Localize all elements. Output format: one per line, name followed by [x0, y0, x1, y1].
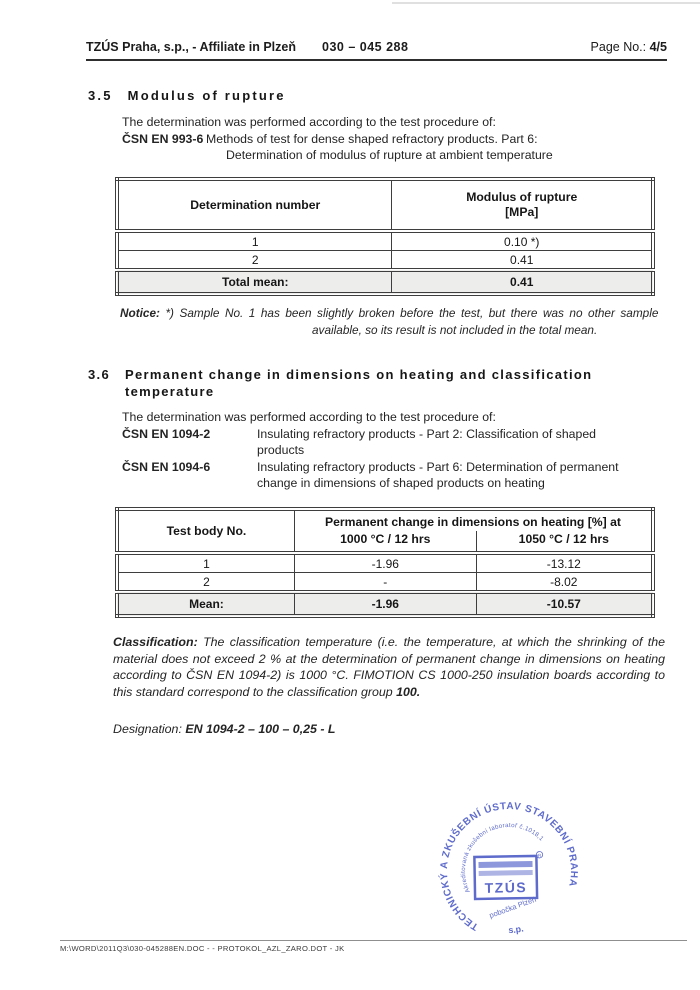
- page-header: [86, 40, 667, 61]
- notice-line1: [120, 305, 668, 321]
- column-header-modulus: [392, 179, 653, 231]
- column-header-modulus-line1: Modulus of rupture: [466, 190, 578, 204]
- section-36-heading: [88, 366, 668, 400]
- page-number-label: Page No.:: [590, 40, 647, 54]
- mean-label: Mean:: [117, 592, 294, 616]
- section-36-title: [125, 366, 592, 400]
- determination-number-cell: 1: [117, 231, 392, 251]
- stamp-logo: [474, 856, 537, 899]
- section-36-number: 3.6: [88, 367, 110, 382]
- standard-row-1094-6: [122, 459, 668, 491]
- notice-label: Notice:: [120, 306, 160, 320]
- standard-description-line1: Insulating refractory products - Part 6: Determination of permanent: [257, 460, 619, 474]
- table-header-row: [117, 179, 653, 231]
- notice-text-line2: available, so its result is not included in the total mean.: [312, 323, 598, 337]
- modulus-of-rupture-table: [115, 177, 655, 296]
- stamp-group: [430, 793, 586, 942]
- standard-description-line1: Methods of test for dense shaped refractory products. Part 6:: [206, 132, 538, 146]
- standard-description-line2: change in dimensions of shaped products on heating: [257, 476, 545, 490]
- notice-text-line1: Sample No. 1 has been slightly broken before the test, but there was no other sample: [179, 306, 659, 320]
- modulus-value-cell: 0.10 *): [392, 231, 653, 251]
- scan-artifact-line: [392, 2, 700, 4]
- stamp-accreditation-textpath: Akreditovaná zkušební laboratoř č.1018,1: [459, 821, 545, 894]
- section-36-intro: The determination was performed according to the test procedure of:: [122, 410, 496, 424]
- classification-paragraph: [113, 634, 665, 700]
- change-1000c-cell: -: [294, 573, 476, 593]
- column-header-test-body: Test body No.: [117, 509, 294, 553]
- table-row: [117, 573, 653, 593]
- standard-description-line1: Insulating refractory products - Part 2: Classification of shaped: [257, 427, 597, 441]
- standard-description: [257, 459, 619, 491]
- section-modulus-of-rupture: [88, 88, 668, 338]
- header-page-number: [591, 40, 667, 54]
- stamp-sp-textpath: s.p.: [508, 923, 525, 936]
- modulus-value-cell: 0.41: [392, 251, 653, 271]
- standard-description: [206, 131, 553, 163]
- mean-1050c-value: -10.57: [476, 592, 653, 616]
- standard-code: ČSN EN 993-6: [122, 132, 204, 146]
- total-mean-value: 0.41: [392, 270, 653, 294]
- column-header-1050c: 1050 °C / 12 hrs: [476, 531, 653, 553]
- change-1000c-cell: -1.96: [294, 553, 476, 573]
- determination-number-cell: 2: [117, 251, 392, 271]
- footer-file-path: M:\WORD\2011Q3\030-045288EN.DOC - - PROTOKOL_AZL_ZARO.DOT - JK: [60, 940, 687, 953]
- standard-row-1094-2: [122, 426, 668, 458]
- stamp-branch-text: pobočka Plzeň: [488, 894, 538, 920]
- stamp-logo-band1: [478, 861, 532, 868]
- header-doc-number: 030 – 045 288: [322, 40, 409, 54]
- column-header-modulus-unit: [MPa]: [505, 205, 539, 219]
- mean-row: [117, 592, 653, 616]
- permanent-change-table: [115, 507, 655, 618]
- change-1050c-cell: -8.02: [476, 573, 653, 593]
- standard-code: ČSN EN 1094-6: [122, 460, 211, 474]
- section-permanent-change: [88, 366, 668, 737]
- section-35-intro: The determination was performed according to the test procedure of:: [122, 115, 496, 129]
- standard-row-993-6: [122, 131, 668, 163]
- section-35-number: 3.5: [88, 88, 113, 103]
- table-row: [117, 553, 653, 573]
- table-header-row: [117, 509, 653, 531]
- section-35-heading: [88, 88, 668, 104]
- classification-label: Classification:: [113, 635, 198, 649]
- stamp-sp-text: [507, 923, 524, 935]
- standard-description-line2: Determination of modulus of rupture at ambient temperature: [226, 148, 553, 162]
- standard-description-line2: products: [257, 443, 305, 457]
- standard-description: [257, 426, 596, 458]
- section-35-title: Modulus of rupture: [127, 88, 286, 103]
- stamp-registered-mark: R: [537, 852, 542, 859]
- page-number-value: 4/5: [649, 40, 667, 54]
- change-1050c-cell: -13.12: [476, 553, 653, 573]
- notice-block: [120, 305, 668, 338]
- mean-1000c-value: -1.96: [294, 592, 476, 616]
- total-mean-row: [117, 270, 653, 294]
- test-body-cell: 2: [117, 573, 294, 593]
- column-header-determination-number: Determination number: [117, 179, 392, 231]
- header-affiliate: TZÚS Praha, s.p., - Affiliate in Plzeň: [86, 40, 296, 54]
- stamp-logo-band2: [479, 870, 533, 876]
- standard-code: ČSN EN 1094-2: [122, 427, 211, 441]
- designation-value: EN 1094-2 – 100 – 0,25 - L: [185, 722, 336, 736]
- classification-text: The classification temperature (i.e. the temperature, at which the shrinking of the material does not exceed 2 % at the determination of permanent change in dimensions on heating according to ČSN EN 1094-2) is 1000 °C. FIMOTION CS 1000-250 insulation boards according to this standard correspond to the classification group: [113, 635, 665, 699]
- section-36-title-line2: temperature: [124, 384, 215, 399]
- notice-reference: *): [165, 306, 174, 320]
- certification-stamp: [424, 786, 594, 956]
- total-mean-label: Total mean:: [117, 270, 392, 294]
- designation-line: [113, 721, 668, 737]
- section-36-title-line1: Permanent change in dimensions on heating and classification: [124, 367, 593, 382]
- classification-group-value: 100.: [396, 684, 421, 699]
- designation-label: Designation:: [113, 722, 182, 736]
- stamp-outer-ring-textpath: TECHNICKÝ A ZKUŠEBNÍ ÚSTAV STAVEBNÍ PRAHA: [438, 800, 580, 933]
- test-body-cell: 1: [117, 553, 294, 573]
- column-header-permanent-change: Permanent change in dimensions on heating [%] at: [294, 509, 653, 531]
- stamp-logo-text: TZÚS: [484, 879, 528, 896]
- column-header-1000c: 1000 °C / 12 hrs: [294, 531, 476, 553]
- table-row: [117, 251, 653, 271]
- table-row: [117, 231, 653, 251]
